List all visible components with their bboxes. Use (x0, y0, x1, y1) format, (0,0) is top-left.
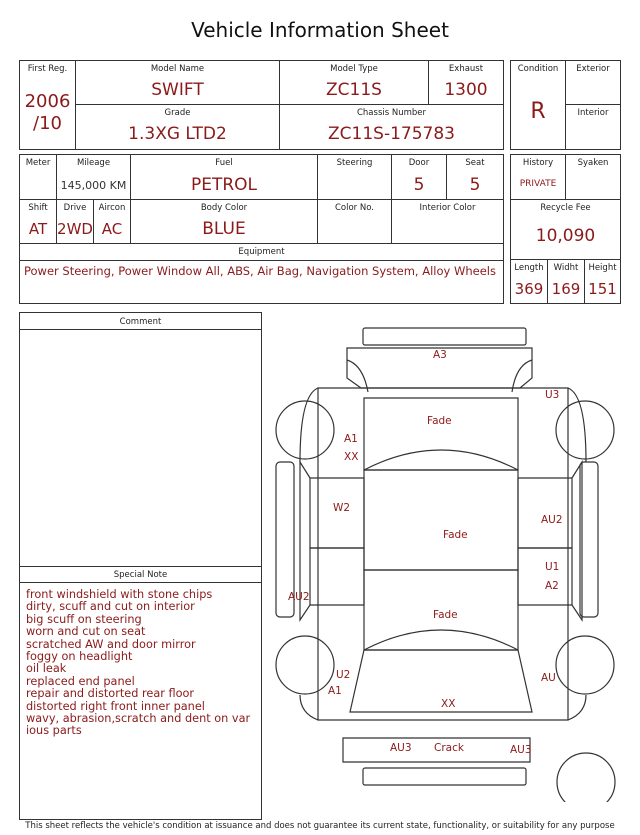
height-cell (584, 259, 621, 304)
first-reg-year: 2006 (24, 91, 71, 112)
mark-right-quarter: AU (541, 672, 556, 684)
model-name-value: SWIFT (151, 80, 204, 100)
mark-left-quarter-b: A1 (328, 685, 342, 697)
mark-windshield: Fade (427, 415, 452, 427)
model-type-label: Model Type (330, 64, 378, 74)
model-info-table (19, 60, 504, 150)
mark-left-door: W2 (333, 502, 351, 514)
recycle-fee-cell (510, 199, 621, 260)
mark-rear-glass: Fade (433, 609, 458, 621)
note-item: dirty, scuff and cut on interior (26, 600, 195, 614)
exterior-label: Exterior (576, 64, 610, 74)
exterior-cell (565, 60, 621, 105)
comment-label: Comment (119, 317, 162, 327)
special-note-list (26, 589, 250, 738)
equipment-cell (19, 243, 504, 304)
syaken-label: Syaken (577, 158, 609, 168)
condition-cell (510, 60, 566, 150)
interior-color-label: Interior Color (419, 203, 476, 213)
interior-label: Interior (577, 108, 609, 118)
roof (364, 470, 518, 570)
car-damage-diagram (266, 322, 626, 802)
model-name-label: Model Name (150, 64, 205, 74)
chassis-label: Chassis Number (356, 108, 427, 118)
note-item: foggy on headlight (26, 650, 133, 664)
note-item: oil leak (26, 662, 67, 676)
mark-hood: A3 (433, 349, 447, 361)
rear-end-panel (363, 768, 526, 785)
meter-cell (19, 154, 57, 200)
fuel-value: PETROL (190, 175, 258, 195)
note-item: big scuff on steering (26, 612, 142, 626)
width-value: 169 (551, 280, 581, 298)
syaken-cell (565, 154, 621, 200)
steering-cell (317, 154, 392, 200)
first-reg-month: /10 (33, 113, 62, 134)
windshield-bottom (364, 450, 518, 470)
mark-left-front-a: A1 (344, 433, 358, 445)
first-reg-cell (19, 60, 76, 150)
headlight-left (347, 360, 368, 392)
mark-left-rear: AU2 (288, 591, 310, 603)
model-type-cell (279, 60, 429, 105)
mark-right-rear-a: U1 (545, 561, 560, 573)
special-note-label: Special Note (113, 570, 168, 580)
drive-value: 2WD (57, 220, 93, 238)
history-value: PRIVATE (519, 179, 557, 189)
mark-roof: Fade (443, 529, 468, 541)
drive-cell (56, 199, 94, 244)
condition-label: Condition (517, 64, 559, 74)
note-item: scratched AW and door mirror (26, 637, 196, 651)
wheel-rear-left (276, 636, 334, 694)
note-item: front windshield with stone chips (26, 588, 213, 601)
mileage-label: Mileage (76, 158, 111, 168)
mark-right-rear-b: A2 (545, 580, 559, 592)
height-label: Height (588, 263, 617, 273)
recycle-fee-value: 10,090 (535, 226, 596, 246)
mileage-cell (56, 154, 131, 200)
first-reg-label: First Reg. (27, 64, 68, 74)
spec-table (19, 154, 504, 304)
shift-value: AT (28, 220, 48, 238)
chassis-value: ZC11S-175783 (328, 124, 455, 144)
note-item: ious parts (26, 724, 82, 738)
door-cell (391, 154, 447, 200)
note-item: worn and cut on seat (26, 625, 146, 639)
exhaust-label: Exhaust (448, 64, 484, 74)
height-value: 151 (588, 280, 617, 298)
body-color-value: BLUE (202, 219, 246, 239)
spare-wheel (557, 753, 615, 802)
equipment-label: Equipment (238, 247, 285, 257)
recycle-fee-label: Recycle Fee (540, 203, 591, 213)
equipment-value: Power Steering, Power Window All, ABS, Air Bag, Navigation System, Alloy Wheels (24, 264, 496, 278)
model-type-value: ZC11S (326, 80, 382, 100)
history-cell (510, 154, 566, 200)
interior-color-cell (391, 199, 504, 244)
chassis-cell (279, 104, 504, 150)
interior-cell (565, 104, 621, 150)
drive-label: Drive (63, 203, 87, 213)
door-label: Door (408, 158, 430, 168)
front-bumper (363, 328, 526, 345)
mark-trunk: XX (441, 698, 456, 710)
grade-label: Grade (164, 108, 191, 118)
mark-left-quarter-a: U2 (336, 669, 351, 681)
meter-label: Meter (25, 158, 51, 168)
seat-value: 5 (469, 175, 481, 195)
mark-rear-bumper-center: Crack (434, 742, 464, 754)
note-item: wavy, abrasion,scratch and dent on var (26, 712, 251, 726)
headlight-right (512, 360, 532, 392)
note-item: repair and distorted rear floor (26, 687, 195, 701)
page-title: Vehicle Information Sheet (191, 18, 449, 42)
mark-right-door: AU2 (541, 514, 563, 526)
color-no-label: Color No. (334, 203, 374, 213)
width-cell (547, 259, 585, 304)
mileage-value: 145,000 KM (60, 179, 127, 192)
rear-glass-top (364, 630, 518, 650)
note-item: replaced end panel (26, 674, 135, 688)
fuel-cell (130, 154, 318, 200)
length-label: Length (514, 263, 544, 273)
condition-table (510, 60, 621, 150)
body-color-label: Body Color (200, 203, 248, 213)
mark-rear-bumper-right: AU3 (510, 744, 532, 756)
shift-cell (19, 199, 57, 244)
fuel-label: Fuel (215, 158, 233, 168)
aircon-cell (93, 199, 131, 244)
history-label: History (522, 158, 554, 168)
grade-cell (75, 104, 280, 150)
length-value: 369 (514, 280, 544, 298)
seat-cell (446, 154, 504, 200)
right-door-front (518, 478, 572, 548)
seat-label: Seat (465, 158, 485, 168)
width-label: Widht (553, 263, 579, 273)
color-no-cell (317, 199, 392, 244)
disclaimer-footer: This sheet reflects the vehicle's condition at issuance and does not guarantee its current state, functionality, or suitability for any purpose (25, 821, 615, 831)
note-item: distorted right front inner panel (26, 699, 205, 713)
body-color-cell (130, 199, 318, 244)
model-name-cell (75, 60, 280, 105)
history-table (510, 154, 621, 304)
mark-front-right: U3 (545, 389, 560, 401)
grade-value: 1.3XG LTD2 (128, 124, 227, 144)
aircon-value: AC (101, 220, 123, 238)
mark-rear-bumper-left: AU3 (390, 742, 412, 754)
steering-label: Steering (336, 158, 373, 168)
exhaust-cell (428, 60, 504, 105)
shift-label: Shift (28, 203, 48, 213)
condition-grade: R (530, 99, 546, 124)
length-cell (510, 259, 548, 304)
door-value: 5 (413, 175, 425, 195)
comment-box (19, 312, 262, 820)
mark-left-front-b: XX (344, 451, 359, 463)
right-door-rear (518, 548, 572, 605)
aircon-label: Aircon (98, 203, 126, 213)
exhaust-value: 1300 (444, 80, 488, 100)
wheel-rear-right (556, 636, 614, 694)
